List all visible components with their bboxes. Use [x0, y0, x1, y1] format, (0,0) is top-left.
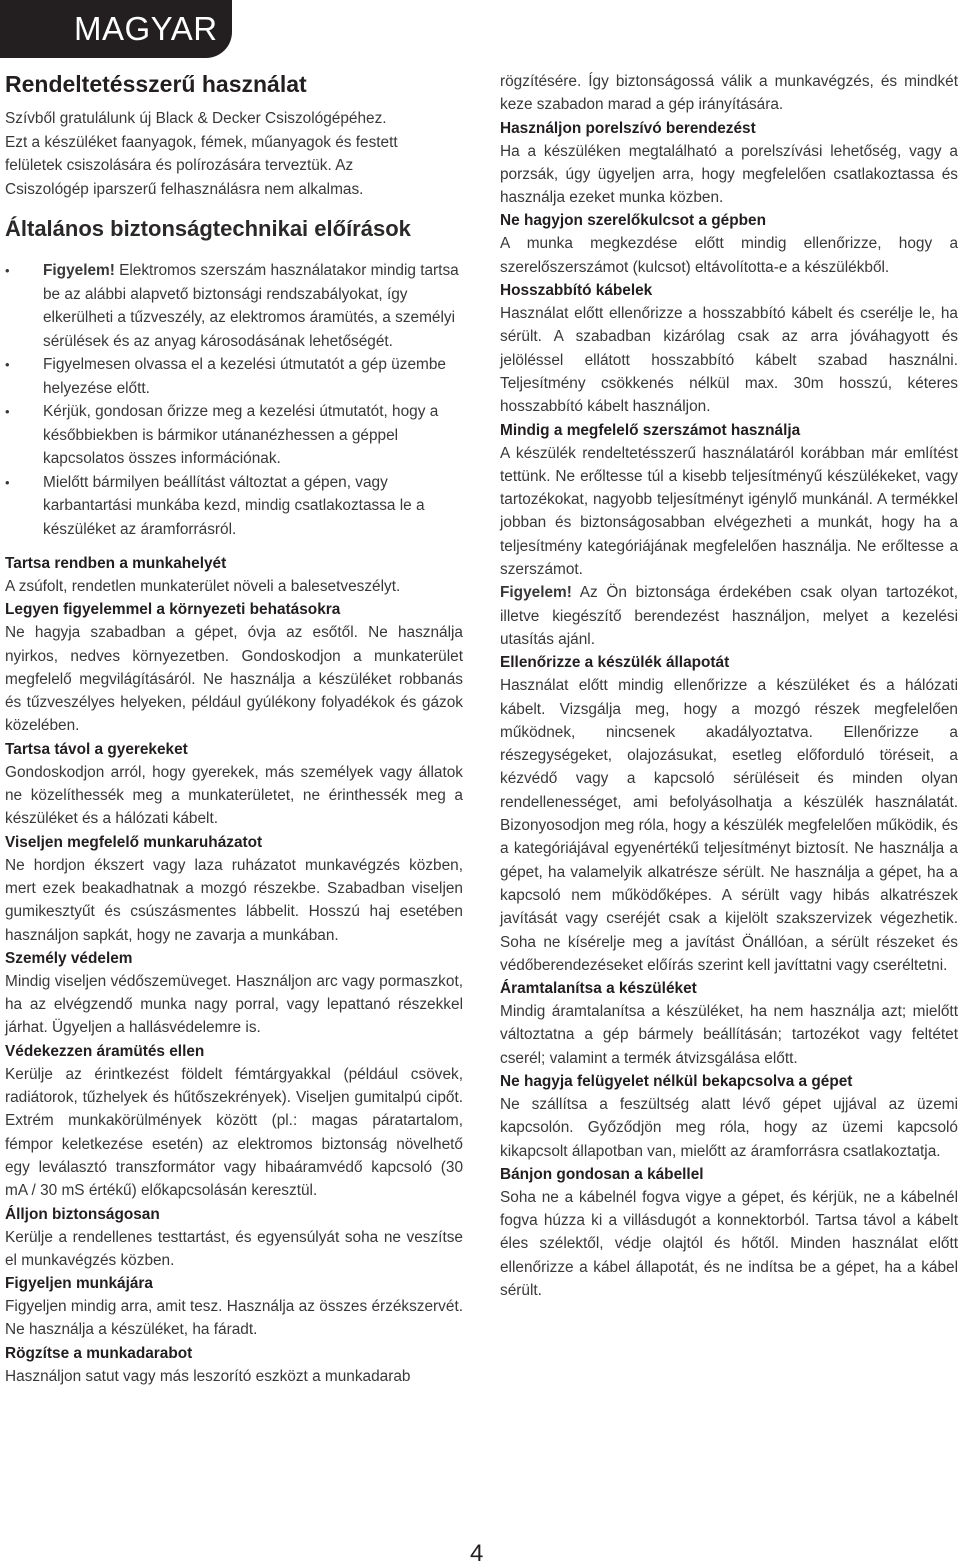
page-number: 4 — [470, 1540, 484, 1567]
section-text: A készülék rendeltetésszerű használatáról korábban már említést tettünk. Ne erőltesse túl a kisebb teljesítményű készülékeket, vagy tartozékokat, nagyobb teljesítményt igénylő munkánál. A termékkel jobban és biztonságosabban elvégezheti a munkát, hogy ha a teljesítmény kategóriájának megfelelően használja. Ne erőltesse a szerszámot. — [500, 444, 958, 579]
section — [5, 1203, 463, 1273]
section-text: Figyeljen mindig arra, amit tesz. Használja az összes érzékszervét. Ne használja a készüléket, ha fáradt. — [5, 1298, 463, 1339]
section-title: Védekezzen áramütés ellen — [5, 1042, 205, 1060]
bullet-text: Mielőtt bármilyen beállítást változtat a gépen, vagy karbantartási munkába kezd, mindig csatlakoztassa le a készüléket az áramforrásról. — [43, 473, 425, 538]
page-title: Rendeltetésszerű használat — [5, 71, 307, 97]
safety-heading: Általános biztonságtechnikai előírások — [5, 216, 411, 241]
section — [5, 1040, 463, 1203]
section-title: Ne hagyjon szerelőkulcsot a gépben — [500, 212, 766, 230]
section-title: Viseljen megfelelő munkaruházatot — [5, 833, 263, 851]
section — [500, 419, 958, 582]
section-text: Ne szállítsa a feszültség alatt lévő gépet ujjával az üzemi kapcsolón. Győződjön meg róla, hogy az üzemi kapcsoló kikapcsolt állapotban van, mielőtt az áramforrásra csatlakoztatja. — [500, 1095, 958, 1160]
section-title: Használjon porelszívó berendezést — [500, 119, 756, 137]
bullet-item — [5, 471, 463, 542]
intro-paragraph — [5, 107, 463, 201]
section — [500, 209, 958, 279]
section-lead: Figyelem! — [500, 584, 572, 602]
section — [5, 598, 463, 737]
bullet-item — [5, 400, 463, 471]
language-label: MAGYAR — [74, 10, 218, 47]
left-column — [5, 70, 463, 1388]
language-tab — [0, 0, 232, 58]
section-text: Gondoskodjon arról, hogy gyerekek, más személyek vagy állatok ne közelíthessék meg a munkaterületet, ne érinthessék meg a készüléket és a hálózati kábelt. — [5, 763, 463, 828]
section-body: Az Ön biztonsága érdekében csak olyan tartozékot, illetve kiegészítő berendezést használjon, melyet a kezelési utasítás ajánl. — [500, 584, 958, 648]
bullet-icon: • — [5, 474, 10, 490]
section-title: Hosszabbító kábelek — [500, 282, 653, 300]
section-title: Rögzítse a munkadarabot — [5, 1344, 193, 1362]
section — [5, 552, 463, 598]
section-title: Tartsa távol a gyerekeket — [5, 740, 188, 758]
section-text: Mindig áramtalanítsa a készüléket, ha nem használja azt; mielőtt változtatna a gép bármely beállításán; tartozékot vagy feltétet cserél; valamint a termék átvizsgálása előtt. — [500, 1003, 958, 1067]
section-text: Kerülje a rendellenes testtartást, és egyensúlyát soha ne veszítse el munkavégzés közben. — [5, 1228, 463, 1269]
section-text: Ha a készüléken megtalálható a porelszívási lehetőség, vagy a porzsák, úgy ügyeljen arra, hogy megfelelően csatlakoztassa és használja ezeket munka közben. — [500, 142, 958, 207]
intro-line: Csiszológép iparszerű felhasználásra nem alkalmas. — [5, 180, 364, 198]
bullet-icon: • — [5, 404, 10, 419]
section-text: Mindig viseljen védőszemüveget. Használjon arc vagy pormaszkot, ha az elvégzendő munka nagy porral, vagy lepattanó részekkel járhat. Ügyeljen a hallásvédelemre is. — [5, 972, 463, 1037]
intro-line: Ezt a készüléket faanyagok, fémek, műanyagok és festett — [5, 133, 398, 151]
bullet-icon: • — [5, 357, 10, 372]
section-text: Használat előtt ellenőrizze a hosszabbító kábelt és cserélje le, ha sérült. A szabadban kizárólag csak az arra jóváhagyott és jelöléssel ellátott hosszabbító kábelt szabad használni. Teljesítmény csökkenés nélkül max. 30m hosszú, kéteres hosszabbító kábelt használjon. — [500, 305, 958, 416]
section-text: Soha ne a kábelnél fogva vigye a gépet, és kérjük, ne a kábelnél fogva húzza ki a villásdugót a konnektorból. Tartsa távol a kábelt éles szélektől, védje olajtól és hőtől. Minden használat előtt ellenőrizze a kábel állapotát, és ne indítsa be a gépet, ha a kábel sérült. — [500, 1188, 958, 1300]
section-text: A zsúfolt, rendetlen munkaterület növeli a balesetveszélyt. — [5, 578, 401, 595]
section — [500, 977, 958, 1070]
section-title: Ellenőrizze a készülék állapotát — [500, 654, 730, 672]
bullet-lead: Figyelem! — [43, 262, 115, 279]
section — [5, 738, 463, 831]
section-title: Bánjon gondosan a kábellel — [500, 1165, 704, 1183]
section-title: Álljon biztonságosan — [5, 1205, 160, 1223]
section-text: Használat előtt mindig ellenőrizze a készüléket és a hálózati kábelt. Vizsgálja meg, hogy a mozgó részek megfelelően működnek, nincsenek akadályoztatva. Ellenőrizze a részegységeket, olajozásukat, esetleg előforduló töréseit, a kézvédő vagy a kapcsoló sérüléseit és minden olyan rendellenességet, ami befolyásolhatja a készülék használatát. Bizonyosodjon meg róla, hogy a készülék megfelelően működik, és a kategóriájával egyenértékű teljesítményt biztosít. Ne használja a gépet, ha valamelyik alkatrésze sérült. Ne használja a gépet, ha a kapcsoló nem működőképes. A sérült vagy hibás alkatrészek javítását vagy cseréjét csak a kijelölt szakszervizek végezhetik. Soha ne kísérelje meg a javítást Önállóan, a sérült részeket és védőberendezéseket előírás szerint kell javíttatni vagy cseréltetni. — [500, 677, 958, 974]
section-text: Ne hagyja szabadban a gépet, óvja az esőtől. Ne használja nyirkos, nedves környezetben. Gondoskodjon a munkaterület megfelelő megvilágításáról. Ne használja a készüléket robbanás és tűzveszélyes helyeken, például gyúlékony folyadékok és gázok közelében. — [5, 624, 463, 735]
section-title: Legyen figyelemmel a környezeti behatásokra — [5, 601, 341, 619]
section — [500, 117, 958, 210]
intro-line: felületek csiszolására és polírozására terveztük. Az — [5, 157, 354, 174]
bullet-item — [5, 353, 463, 400]
section-title: Figyeljen munkájára — [5, 1275, 153, 1293]
continued-text: rögzítésére. Így biztonságossá válik a munkavégzés, és mindkét keze szabadon marad a gép irányítására. — [500, 73, 958, 114]
bullet-text: Figyelmesen olvassa el a kezelési útmutatót a gép üzembe helyezése előtt. — [43, 356, 446, 397]
section — [5, 947, 463, 1040]
bullet-text: Elektromos szerszám használatakor mindig tartsa be az alábbi alapvető biztonsági rendszabályokat, így elkerülheti a tűzveszély, az elektromos áramütés, a személyi sérülések és az anyag károsodásának lehetőségét. — [43, 262, 459, 350]
section-title: Mindig a megfelelő szerszámot használja — [500, 421, 801, 439]
section-title: Tartsa rendben a munkahelyét — [5, 555, 227, 572]
section-text: Használjon satut vagy más leszorító eszközt a munkadarab — [5, 1367, 411, 1385]
right-column — [500, 70, 958, 1302]
section-text: Ne hordjon ékszert vagy laza ruházatot munkavégzés közben, mert ezek beakadhatnak a mozgó részekbe. Szabadban viseljen gumikesztyűt és csúszásmentes lábbelit. Hosszú haj esetében használjon sapkát, hogy ne zavarja a munkában. — [5, 856, 463, 944]
section-title: Áramtalanítsa a készüléket — [500, 980, 697, 998]
section — [5, 831, 463, 947]
section — [500, 651, 958, 977]
bullet-icon: • — [5, 263, 10, 278]
section-title: Ne hagyja felügyelet nélkül bekapcsolva a gépet — [500, 1072, 853, 1090]
section-text: Kerülje az érintkezést földelt fémtárgyakkal (például csövek, radiátorok, tűzhelyek és hűtőszekrények). Viseljen gumitalpú cipőt. Extrém munkakörülmények között (pl.: magas páratartalom, fémpor keletkezése esetén) az elektromos biztonság növelhető egy leválasztó transzformátor vagy hibaáramvédő kapcsoló (30 mA / 30 mS értékű) előkapcsolásán keresztül. — [5, 1065, 463, 1200]
section — [500, 581, 958, 651]
section-text — [500, 581, 958, 651]
safety-bullet-list — [5, 259, 463, 541]
section-text: A munka megkezdése előtt mindig ellenőrizze, hogy a szerelőszerszámot (kulcsot) eltávolította-e a készülékből. — [500, 235, 958, 276]
section — [500, 1070, 958, 1163]
section — [5, 1272, 463, 1342]
section — [500, 1163, 958, 1302]
section — [500, 279, 958, 418]
section-title: Személy védelem — [5, 949, 133, 967]
bullet-item — [5, 259, 463, 353]
intro-line: Szívből gratulálunk új Black & Decker Csiszológépéhez. — [5, 110, 387, 127]
bullet-text: Kérjük, gondosan őrizze meg a kezelési útmutatót, hogy a későbbiekben is bármikor utánanézhessen a géppel kapcsolatos összes információnak. — [43, 403, 439, 467]
section — [5, 1342, 463, 1388]
